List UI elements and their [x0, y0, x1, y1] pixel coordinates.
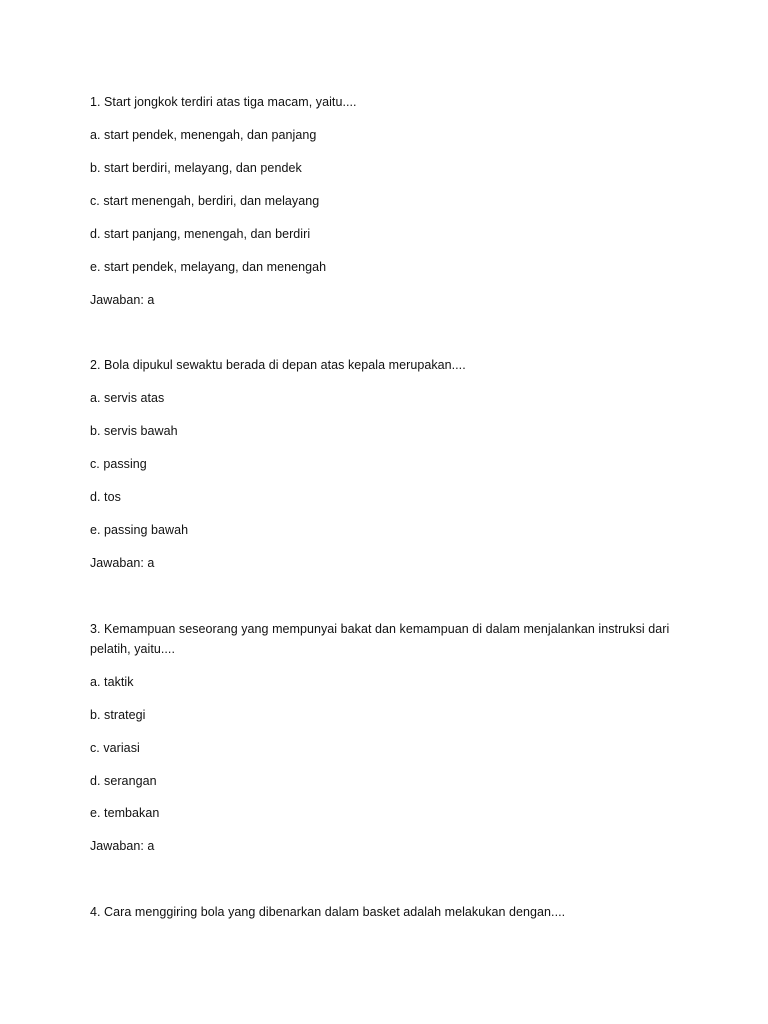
question-1-option-a: a. start pendek, menengah, dan panjang: [90, 128, 317, 142]
question-2-option-c: c. passing: [90, 457, 147, 471]
question-1-option-b: b. start berdiri, melayang, dan pendek: [90, 161, 302, 175]
question-3-option-c: c. variasi: [90, 741, 140, 755]
question-1-answer: Jawaban: a: [90, 293, 155, 307]
question-1-option-c: c. start menengah, berdiri, dan melayang: [90, 194, 320, 208]
question-4-text: 4. Cara menggiring bola yang dibenarkan dalam basket adalah melakukan dengan....: [90, 905, 566, 919]
question-3-option-d: d. serangan: [90, 774, 157, 788]
question-3-option-e: e. tembakan: [90, 806, 160, 820]
question-3-text-line-1: 3. Kemampuan seseorang yang mempunyai bakat dan kemampuan di dalam menjalankan instruksi dari: [90, 622, 670, 636]
question-3-answer: Jawaban: a: [90, 839, 155, 853]
question-2-answer: Jawaban: a: [90, 556, 155, 570]
question-1-text: 1. Start jongkok terdiri atas tiga macam, yaitu....: [90, 95, 357, 109]
question-3-option-b: b. strategi: [90, 708, 146, 722]
question-2-option-d: d. tos: [90, 490, 121, 504]
question-2-option-a: a. servis atas: [90, 391, 165, 405]
question-3-text-line-2: pelatih, yaitu....: [90, 642, 175, 656]
question-2-option-b: b. servis bawah: [90, 424, 178, 438]
question-1-option-d: d. start panjang, menengah, dan berdiri: [90, 227, 311, 241]
question-3-option-a: a. taktik: [90, 675, 134, 689]
question-1-option-e: e. start pendek, melayang, dan menengah: [90, 260, 327, 274]
question-2-option-e: e. passing bawah: [90, 523, 189, 537]
question-2-text: 2. Bola dipukul sewaktu berada di depan atas kepala merupakan....: [90, 358, 466, 372]
